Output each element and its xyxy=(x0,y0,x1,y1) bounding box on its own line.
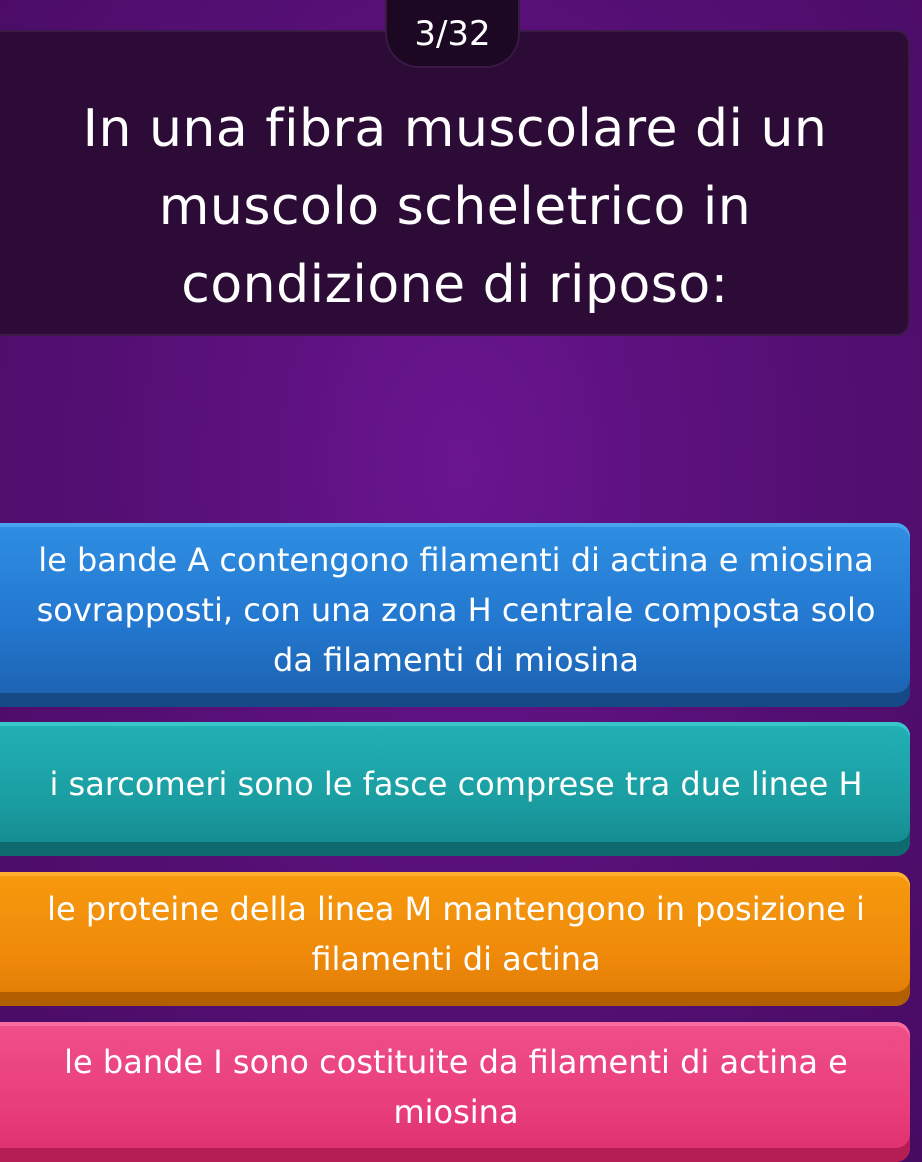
question-card xyxy=(0,30,910,336)
question-counter: 3/32 xyxy=(385,0,520,68)
answer-option-2-text: i sarcomeri sono le fasce comprese tra due linee H xyxy=(49,765,863,803)
answer-option-1[interactable] xyxy=(0,523,910,707)
answer-option-4-text: le bande I sono costituite da filamenti di actina e miosina xyxy=(64,1043,848,1131)
answer-option-1-text: le bande A contengono filamenti di actina e miosina sovrapposti, con una zona H centrale composta solo da filamenti di miosina xyxy=(36,541,876,679)
answer-option-3[interactable] xyxy=(0,872,910,1006)
answer-option-3-text: le proteine della linea M mantengono in posizione i filamenti di actina xyxy=(47,890,865,978)
answer-option-2[interactable] xyxy=(0,722,910,856)
question-text: In una fibra muscolare di un muscolo scheletrico in condizione di riposo: xyxy=(82,99,828,315)
answer-option-4[interactable] xyxy=(0,1022,910,1162)
